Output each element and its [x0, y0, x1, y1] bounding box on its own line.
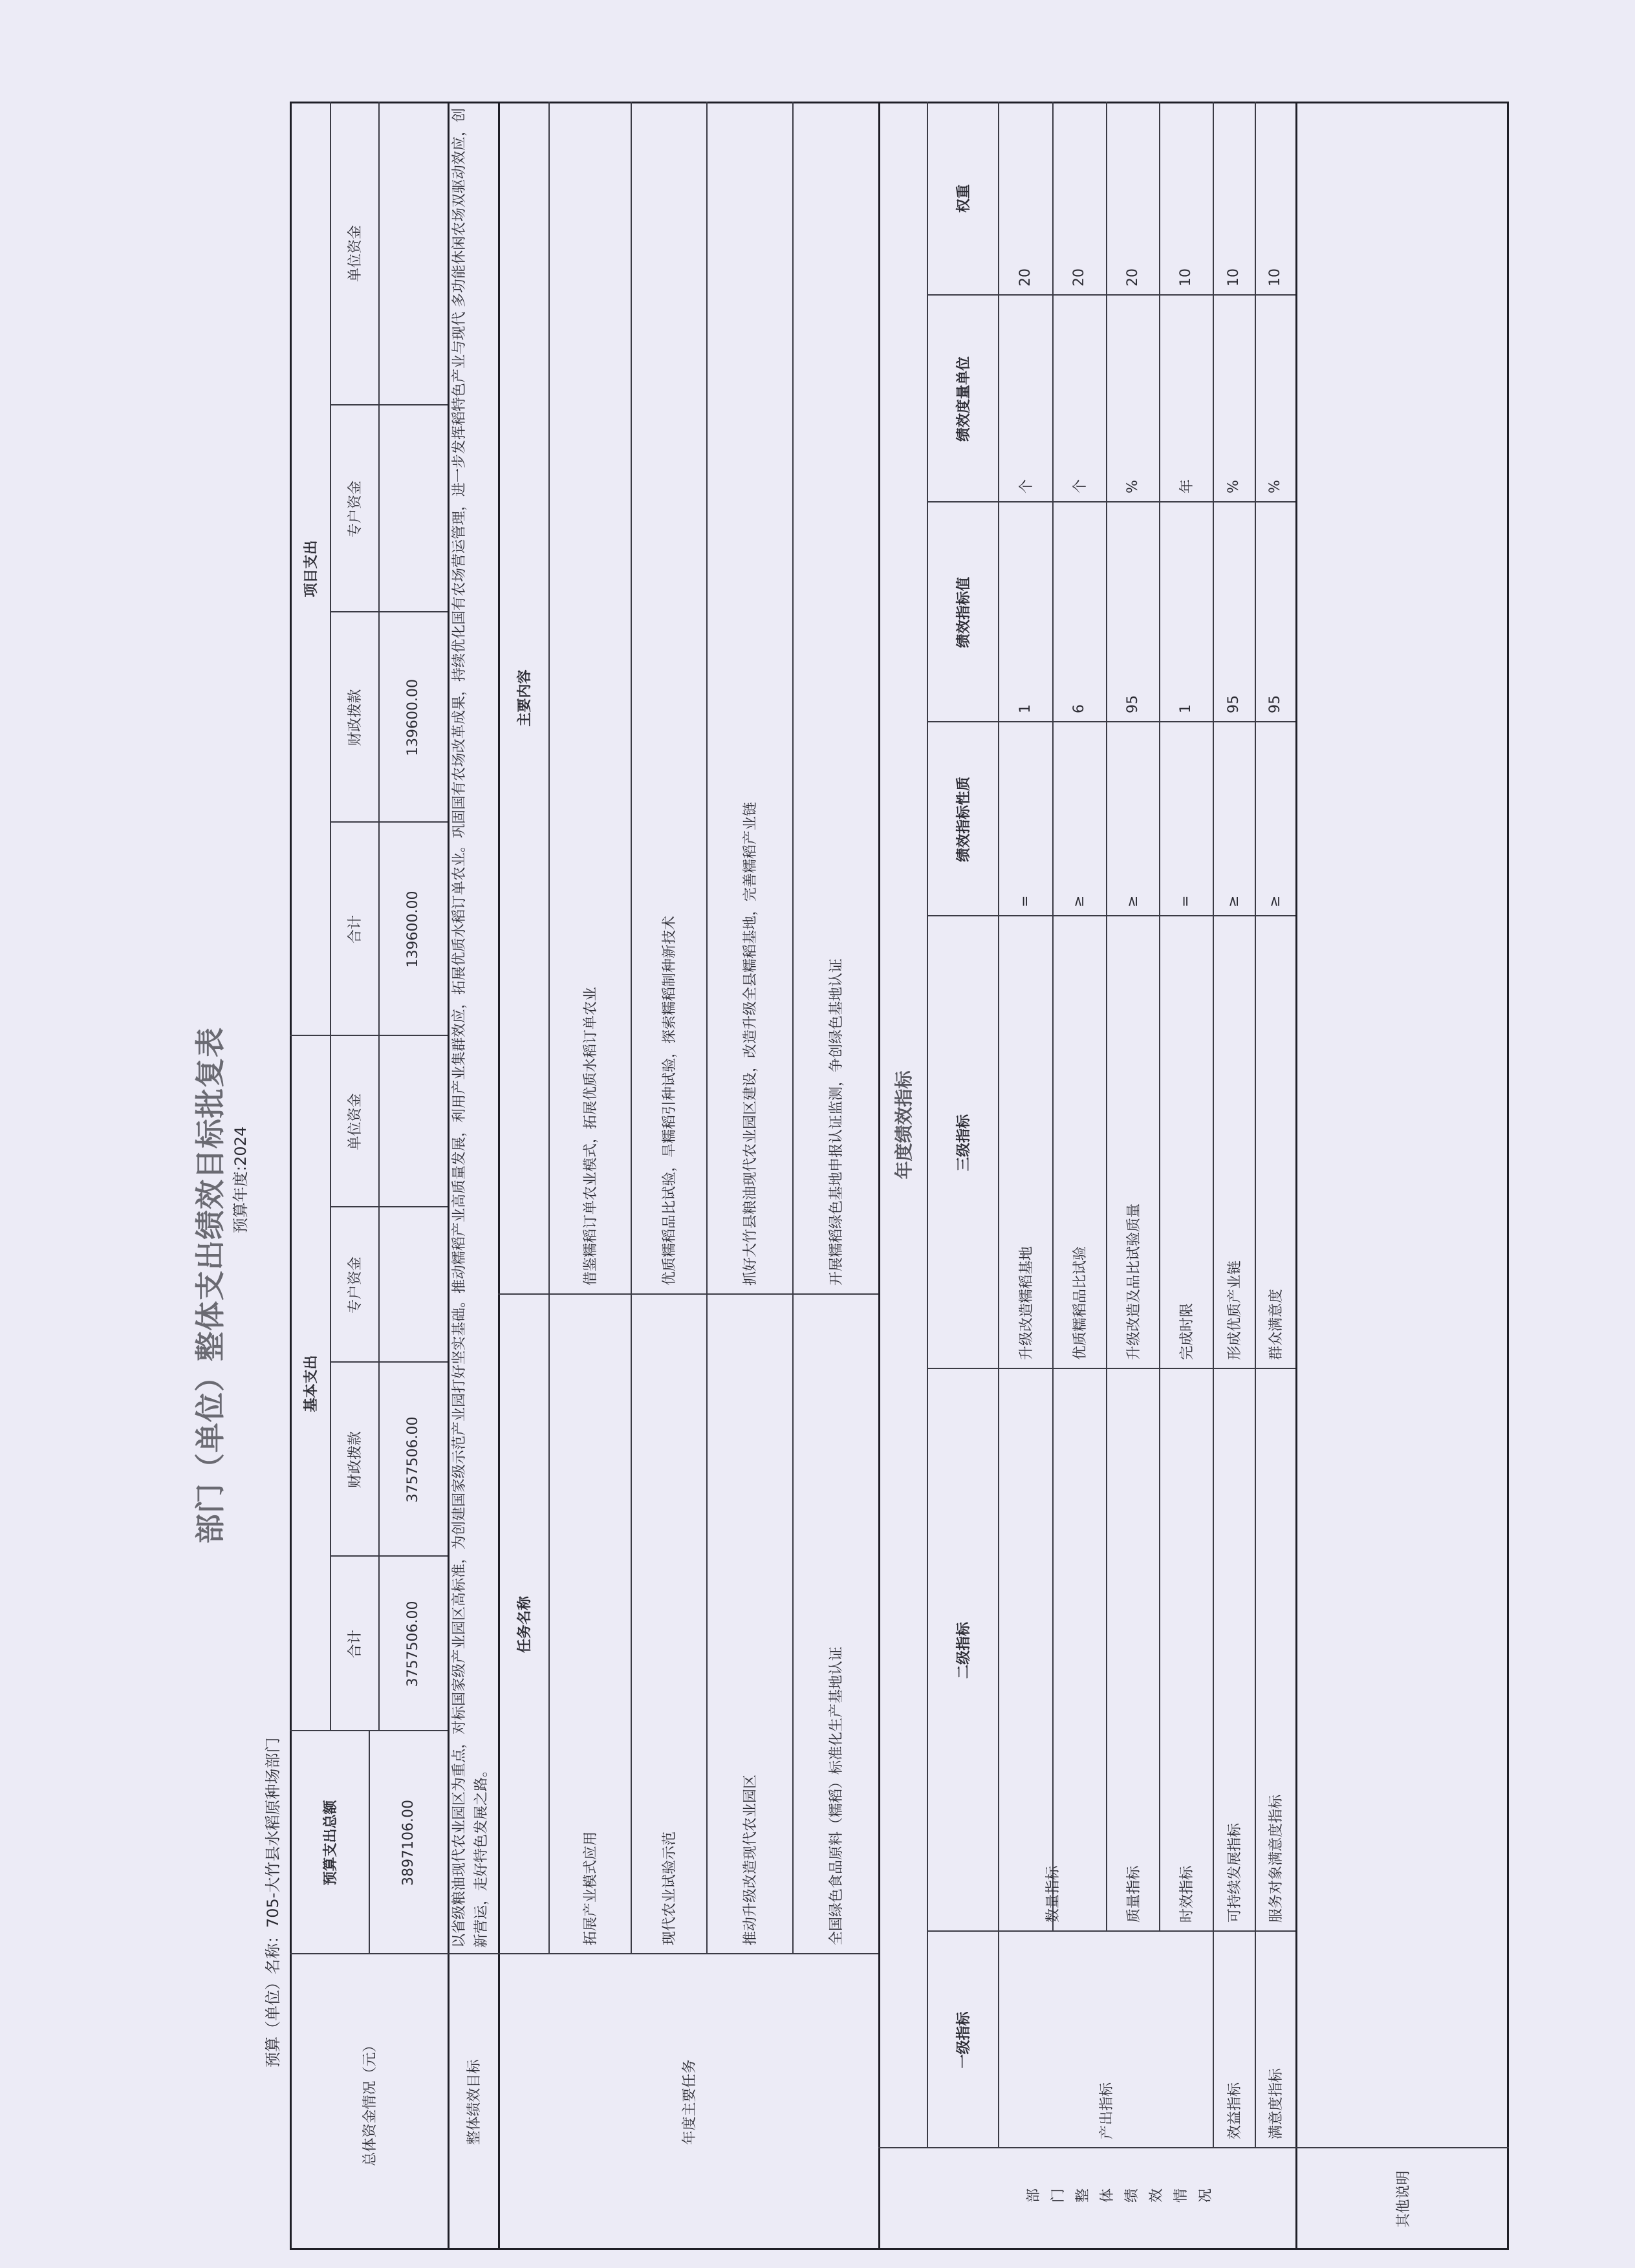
basic-czbk-value: 3757506.00 — [405, 1416, 421, 1503]
overall-goal-label: 整体绩效目标 — [466, 2059, 482, 2145]
perf-header-level3: 三级指标 — [955, 1114, 972, 1172]
page-title: 部门（单位）整体支出绩效目标批复表 — [193, 1027, 228, 1544]
value-cell: 95 — [1267, 695, 1283, 713]
value-cell: 1 — [1178, 704, 1194, 713]
project-col-dwzj: 单位资金 — [347, 225, 363, 283]
nature-cell: ≥ — [1071, 895, 1087, 907]
value-cell: 6 — [1071, 704, 1087, 713]
project-label: 项目支出 — [303, 540, 319, 598]
annual-tasks-label: 年度主要任务 — [681, 2059, 698, 2145]
level3-cell: 优质糯稻品比试验 — [1072, 1246, 1088, 1360]
budget-year: 预算年度:2024 — [232, 1126, 250, 1233]
task-name: 拓展产业模式应用 — [583, 1831, 599, 1945]
unit-cell: % — [1226, 480, 1242, 493]
nature-cell: ≥ — [1124, 895, 1141, 907]
level3-cell: 完成时限 — [1179, 1302, 1195, 1360]
project-heji-value: 139600.00 — [405, 891, 421, 968]
side-label: 部 门 整 体 绩 效 情 况 — [1026, 2188, 1214, 2203]
project-col-czbk: 财政拨款 — [347, 689, 363, 746]
value-cell: 1 — [1017, 704, 1034, 713]
project-col-zhzj: 专户资金 — [347, 481, 363, 538]
basic-col-zhzj: 专户资金 — [347, 1257, 363, 1314]
task-content: 优质糯稻品比试验，旱糯稻引种试验，探索糯稻制种新技术 — [662, 915, 678, 1286]
unit-cell: 个 — [1018, 479, 1035, 493]
level2-service-satisfaction: 服务对象满意度指标 — [1268, 1794, 1284, 1923]
value-cell: 95 — [1124, 695, 1141, 713]
funds-label: 总体资金情况（元） — [362, 2038, 378, 2166]
level1-satisfaction: 满意度指标 — [1268, 2068, 1284, 2139]
task-content: 开展糯稻绿色基地申报认证监测，争创绿色基地认证 — [828, 958, 845, 1286]
basic-col-czbk: 财政拨款 — [347, 1431, 363, 1489]
value-cell: 95 — [1226, 695, 1242, 713]
basic-col-dwzj: 单位资金 — [347, 1093, 363, 1150]
unit-cell: % — [1267, 480, 1283, 493]
unit-cell: % — [1124, 480, 1141, 493]
perf-header-unit: 绩效度量单位 — [955, 356, 972, 442]
weight-cell: 10 — [1226, 268, 1242, 286]
project-dwzj-value — [378, 102, 448, 405]
basic-zhzj-value — [378, 1207, 448, 1363]
perf-header-nature: 绩效指标性质 — [955, 777, 972, 863]
perf-header-level1: 一级指标 — [955, 2011, 972, 2069]
level3-cell: 升级改造及品比试验质量 — [1125, 1203, 1142, 1360]
weight-cell: 20 — [1124, 268, 1141, 286]
nature-cell: ≥ — [1267, 895, 1283, 907]
task-name: 全国绿色食品原料（糯稻）标准化生产基地认证 — [828, 1646, 845, 1945]
nature-cell: ≥ — [1226, 895, 1242, 907]
level3-cell: 形成优质产业链 — [1227, 1260, 1243, 1360]
level1-output: 产出指标 — [1098, 2082, 1115, 2139]
task-name: 推动升级改造现代农业园区 — [742, 1774, 759, 1945]
level3-cell: 升级改造糯稻基地 — [1018, 1246, 1035, 1360]
total-label: 预算支出总额 — [322, 1800, 339, 1886]
total-value: 3897106.00 — [400, 1800, 417, 1886]
weight-cell: 20 — [1017, 268, 1034, 286]
level2-quality: 质量指标 — [1125, 1865, 1142, 1923]
nature-cell: = — [1017, 895, 1034, 907]
basic-dwzj-value — [378, 1036, 448, 1207]
weight-cell: 10 — [1178, 268, 1194, 286]
level2-timeliness: 时效指标 — [1179, 1865, 1195, 1923]
other-notes-label: 其他说明 — [1395, 2170, 1412, 2228]
task-col-name: 任务名称 — [516, 1596, 533, 1654]
weight-cell: 20 — [1071, 268, 1087, 286]
perf-section-title: 年度绩效指标 — [893, 1070, 915, 1180]
project-col-heji: 合计 — [347, 915, 363, 944]
perf-header-level2: 二级指标 — [955, 1622, 972, 1679]
task-col-content: 主要内容 — [516, 669, 533, 727]
unit-name: 预算（单位）名称：705-大竹县水稻原种场部门 — [264, 1737, 282, 2068]
basic-label: 基本支出 — [303, 1355, 319, 1412]
project-zhzj-value — [378, 405, 448, 612]
weight-cell: 10 — [1267, 268, 1283, 286]
level3-cell: 群众满意度 — [1268, 1288, 1284, 1360]
project-czbk-value: 139600.00 — [405, 679, 421, 756]
overall-goal-text: 以省级粮油现代农业园区为重点，对标国家级产业园区高标准，为创建国家级示范产业园打好坚实基础。推动糯稻产业高质量发展，利用产业集群效应，拓展优质水稻订单农业。巩固国有农场改革成果，持续优化国有农场营运管理，进一步发挥稻特色产业与现代 多功能休闲农场双驱动效应，创新营运，走好特色发展之路。 — [451, 107, 490, 1948]
basic-heji-value: 3757506.00 — [405, 1601, 421, 1687]
perf-header-value: 绩效指标值 — [955, 577, 972, 649]
level2-sustainable: 可持续发展指标 — [1227, 1822, 1243, 1923]
unit-cell: 个 — [1072, 479, 1088, 493]
task-name: 现代农业试验示范 — [662, 1831, 678, 1945]
perf-header-weight: 权重 — [955, 184, 972, 213]
nature-cell: = — [1178, 895, 1194, 907]
task-content: 抓好大竹县粮油现代农业园区建设，改造升级全县糯稻基地，完善糯稻产业链 — [742, 801, 759, 1286]
level1-benefit: 效益指标 — [1227, 2082, 1243, 2139]
basic-col-heji: 合计 — [347, 1630, 363, 1659]
level2-quantity: 数量指标 — [1045, 1865, 1061, 1923]
unit-cell: 年 — [1179, 479, 1195, 493]
task-content: 借鉴糯稻订单农业模式，拓展优质水稻订单农业 — [583, 986, 599, 1286]
